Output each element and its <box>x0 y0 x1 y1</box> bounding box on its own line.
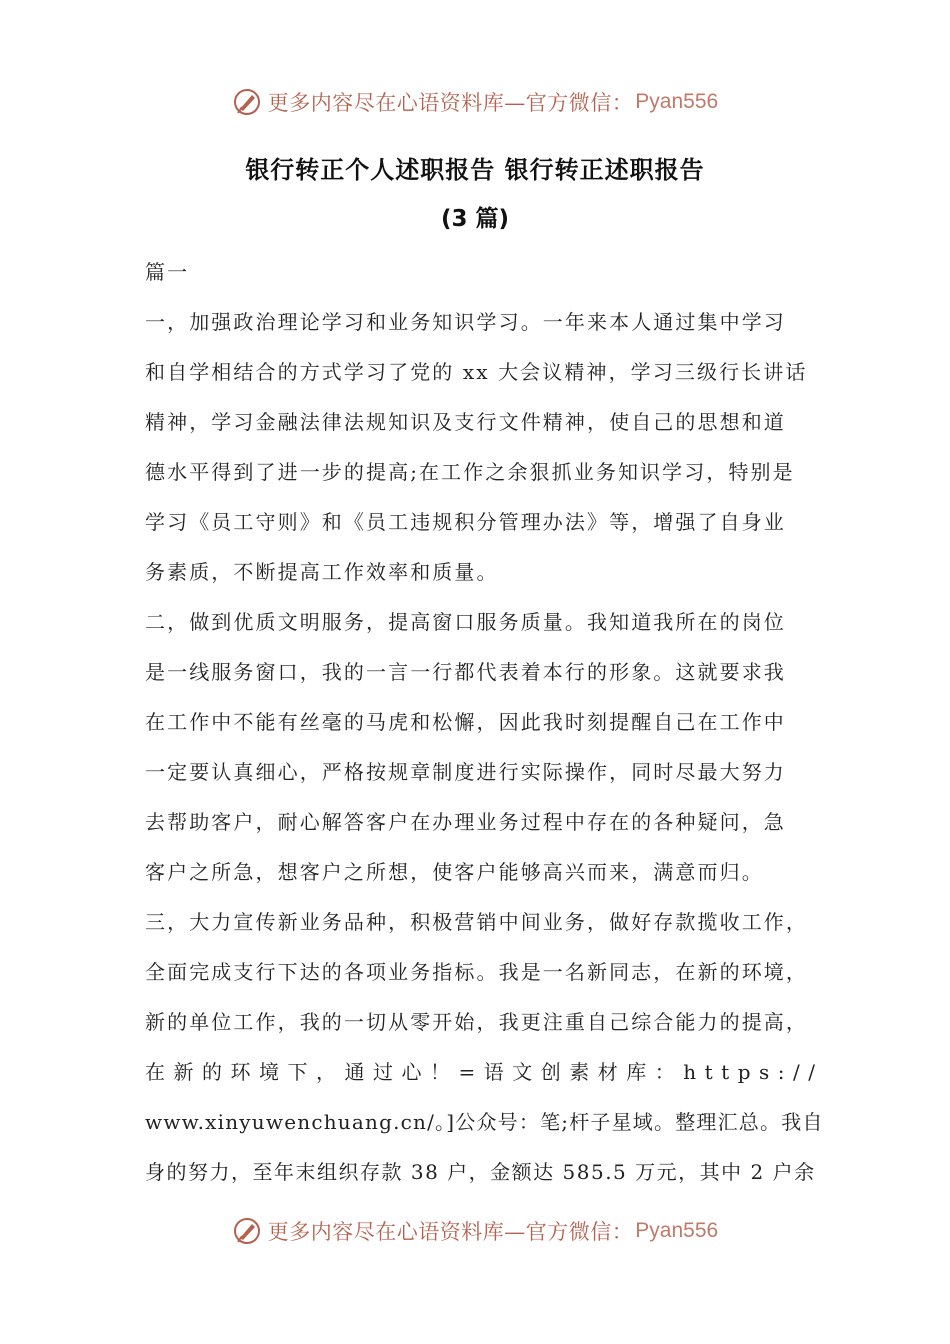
paragraph-line: 去帮助客户，耐心解答客户在办理业务过程中存在的各种疑问，急 <box>145 810 786 834</box>
document-subtitle: (3 篇) <box>440 206 510 232</box>
paragraph-line: 务素质，不断提高工作效率和质量。 <box>145 560 499 584</box>
paragraph-line: 精神，学习金融法律法规知识及支行文件精神，使自己的思想和道 <box>145 410 786 434</box>
paragraph-line: 学习《员工守则》和《员工违规积分管理办法》等，增强了自身业 <box>145 510 786 534</box>
paragraph-line: 是一线服务窗口，我的一言一行都代表着本行的形象。这就要求我 <box>145 660 786 684</box>
banner-wechat-id: Pyan556 <box>635 1219 719 1242</box>
quill-logo-icon <box>232 1216 262 1246</box>
footer-watermark-banner <box>0 1211 950 1251</box>
paragraph-line: 和自学相结合的方式学习了党的 xx 大会议精神，学习三级行长讲话 <box>145 360 808 384</box>
paragraph-line: 客户之所急，想客户之所想，使客户能够高兴而来，满意而归。 <box>145 860 764 884</box>
document-title: 银行转正个人述职报告 银行转正述职报告 <box>245 156 705 184</box>
banner-wechat-id: Pyan556 <box>635 90 719 113</box>
paragraph-line: 在工作中不能有丝毫的马虎和松懈，因此我时刻提醒自己在工作中 <box>145 710 786 734</box>
section-heading: 篇一 <box>145 260 190 284</box>
banner-text: 更多内容尽在心语资料库—官方微信： <box>267 91 634 115</box>
paragraph-line: 一，加强政治理论学习和业务知识学习。一年来本人通过集中学习 <box>145 310 786 334</box>
banner-text: 更多内容尽在心语资料库—官方微信： <box>267 1220 634 1244</box>
paragraph-line: 身的努力，至年末组织存款 38 户，金额达 585.5 万元，其中 2 户余 <box>145 1160 816 1184</box>
header-watermark-banner <box>0 82 950 122</box>
paragraph-line: 二，做到优质文明服务，提高窗口服务质量。我知道我所在的岗位 <box>145 610 786 634</box>
paragraph-line: 一定要认真细心，严格按规章制度进行实际操作，同时尽最大努力 <box>145 760 786 784</box>
paragraph-line: 在新的环境下，通过心！=语文创素材库：https:// <box>145 1060 824 1084</box>
paragraph-line: www.xinyuwenchuang.cn/。]公众号：笔;杆子星域。整理汇总。我自 <box>145 1110 824 1134</box>
paragraph-line: 新的单位工作，我的一切从零开始，我更注重自己综合能力的提高， <box>145 1010 808 1034</box>
paragraph-line: 三，大力宣传新业务品种，积极营销中间业务，做好存款揽收工作， <box>145 910 808 934</box>
paragraph-line: 全面完成支行下达的各项业务指标。我是一名新同志，在新的环境， <box>145 960 808 984</box>
quill-logo-icon <box>232 87 262 117</box>
paragraph-line: 德水平得到了进一步的提高;在工作之余狠抓业务知识学习，特别是 <box>145 460 795 484</box>
